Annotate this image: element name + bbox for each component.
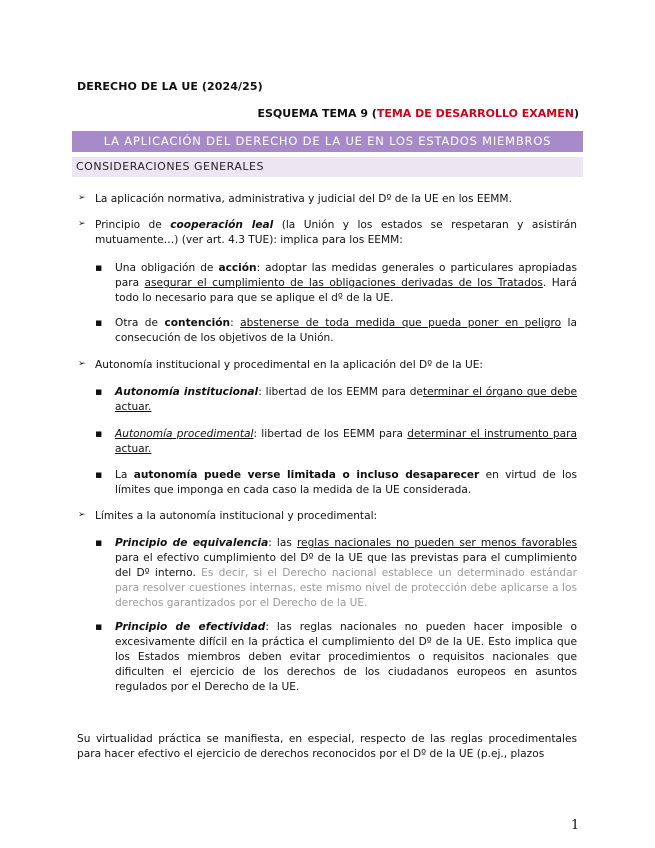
square-bullet-icon: ▪ bbox=[95, 468, 103, 481]
subsection-heading: CONSIDERACIONES GENERALES bbox=[72, 157, 583, 177]
section-heading: LA APLICACIÓN DEL DERECHO DE LA UE EN LOS ESTADOS MIEMBROS bbox=[72, 131, 583, 152]
point-loyal-cooperation: Principio de cooperación leal (la Unión y los estados se respetaran y asistirán mutuamente…) (ver art. 4.3 TUE): implica para los EEMM: bbox=[95, 219, 577, 246]
arrow-bullet-icon: ➢ bbox=[78, 193, 86, 203]
institutional-autonomy: Autonomía institucional: libertad de los EEMM para determinar el órgano que debe actuar. bbox=[115, 386, 577, 413]
course-title: DERECHO DE LA UE (2024/25) bbox=[77, 80, 263, 93]
autonomy-limited: La autonomía puede verse limitada o incluso desaparecer en virtud de los límites que imponga en cada caso la medida de la UE considerada. bbox=[115, 469, 577, 496]
square-bullet-icon: ▪ bbox=[95, 316, 103, 329]
page-number: 1 bbox=[571, 818, 580, 833]
square-bullet-icon: ▪ bbox=[95, 385, 103, 398]
obligation-action: Una obligación de acción: adoptar las medidas generales o particulares apropiadas para asegurar el cumplimiento de las obligaciones derivadas de los Tratados. Hará todo lo necesario para que se aplique el dº de la UE. bbox=[115, 262, 578, 304]
point-autonomy: Autonomía institucional y procedimental en la aplicación del Dº de la UE: bbox=[95, 359, 483, 371]
procedural-autonomy: Autonomía procedimental: libertad de los EEMM para determinar el instrumento para actuar. bbox=[115, 428, 577, 455]
arrow-bullet-icon: ➢ bbox=[78, 219, 86, 229]
scheme-title bbox=[257, 107, 579, 120]
point-application: La aplicación normativa, administrativa y judicial del Dº de la UE en los EEMM. bbox=[95, 193, 512, 205]
scheme-title-prefix: ESQUEMA TEMA 9 ( bbox=[257, 107, 377, 120]
scheme-title-suffix: ) bbox=[573, 107, 579, 120]
square-bullet-icon: ▪ bbox=[95, 261, 103, 274]
arrow-bullet-icon: ➢ bbox=[78, 359, 86, 369]
point-limits: Límites a la autonomía institucional y procedimental: bbox=[95, 510, 378, 522]
square-bullet-icon: ▪ bbox=[95, 536, 103, 549]
equivalence-principle: Principio de equivalencia: las reglas nacionales no pueden ser menos favorables para el efectivo cumplimiento del Dº de la UE que las previstas para el cumplimiento del Dº interno. Es decir, si el Derecho nacional establece un determinado estándar para resolver cuestiones internas, este mismo nivel de protección debe aplicarse a los derechos garantizados por el Derecho de la UE. bbox=[115, 537, 578, 609]
closing-paragraph: Su virtualidad práctica se manifiesta, en especial, respecto de las reglas procedimentales para hacer efectivo el ejercicio de derechos reconocidos por el Dº de la UE (p.ej., plazos bbox=[77, 733, 577, 760]
obligation-restraint: Otra de contención: abstenerse de toda medida que pueda poner en peligro la consecución de los objetivos de la Unión. bbox=[115, 317, 577, 344]
exam-highlight: TEMA DE DESARROLLO EXAMEN bbox=[376, 107, 574, 120]
effectiveness-principle: Principio de efectividad: las reglas nacionales no pueden hacer imposible o excesivamente difícil en la práctica el cumplimiento del Dº de la UE. Esto implica que los Estados miembros deben evitar procedimientos o requisitos nacionales que dificulten el ejercicio de los derechos de los ciudadanos europeos en asuntos regulados por el Derecho de la UE. bbox=[115, 621, 577, 693]
square-bullet-icon: ▪ bbox=[95, 427, 103, 440]
arrow-bullet-icon: ➢ bbox=[78, 510, 86, 520]
square-bullet-icon: ▪ bbox=[95, 620, 103, 633]
